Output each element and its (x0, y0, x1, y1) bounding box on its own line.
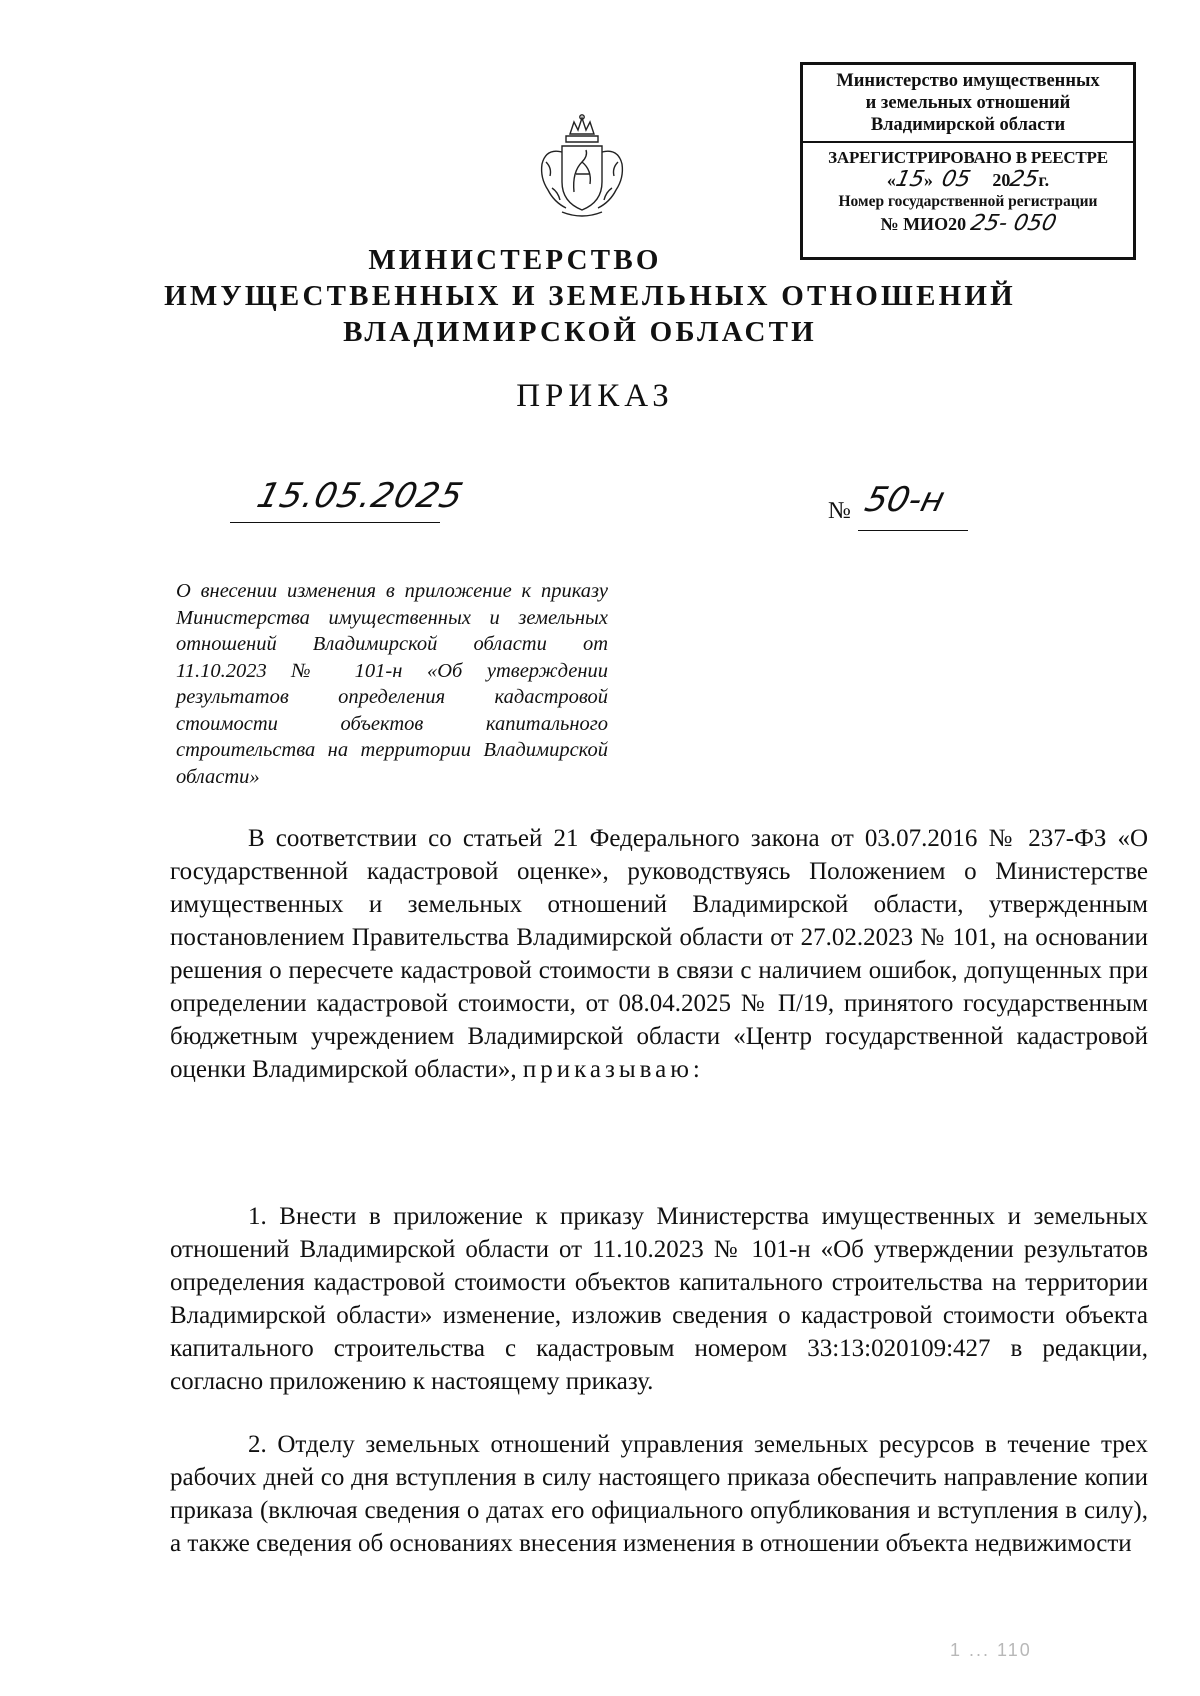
body-paragraph-2 (170, 1200, 1148, 1398)
stamp-num-suffix: 25- 050 (968, 211, 1059, 236)
body-paragraph-3 (170, 1428, 1148, 1560)
body-paragraph-1 (170, 822, 1148, 1086)
number-underline (858, 530, 968, 531)
stamp-year-prefix: 20 (992, 170, 1011, 190)
order-directive: приказываю: (522, 1056, 704, 1083)
stamp-org-line: Владимирской области (870, 115, 1066, 135)
registration-stamp (800, 62, 1136, 260)
stamp-org-line: и земельных отношений (865, 93, 1071, 113)
stamp-org-line: Министерство имущественных (836, 71, 1100, 91)
stamp-divider (803, 141, 1133, 143)
stamp-num-prefix: № МИО20 (880, 214, 967, 234)
stamp-date-day: 15 (893, 167, 927, 192)
ministry-title-line-1: МИНИСТЕРСТВО (368, 244, 662, 276)
document-type-title: ПРИКАЗ (516, 378, 674, 414)
stamp-year-suffix: 25 (1007, 167, 1042, 192)
order-number: 50-н (861, 480, 949, 520)
paragraph-text: 2. Отделу земельных отношений управления земельных ресурсов в течение трех рабочих дней со дня вступления в силу настоящего приказа обеспечить направление копии приказа (включая сведения о датах его официального опубликования и вступления в силу), а также сведения об основаниях внесения изменения в отношении объекта недвижимости (170, 1431, 1148, 1557)
order-number-label: № (828, 498, 851, 524)
paragraph-text: 1. Внести в приложение к приказу Министерства имущественных и земельных отношений Владимирской области от 11.10.2023 № 101-н «Об утверждении результатов определения кадастровой стоимости объектов капитального строительства на территории Владимирской области» изменение, изложив сведения о кадастровой стоимости объекта капитального строительства с кадастровым номером 33:13:020109:427 в редакции, согласно приложению к настоящему приказу. (170, 1203, 1148, 1395)
order-date: 15.05.2025 (253, 476, 468, 516)
page-footer-mark: 1 ... 110 (950, 1640, 1032, 1660)
stamp-date: «15» 05 2025г. (886, 167, 1050, 192)
stamp-reg-number-label: Номер государственной регистрации (838, 193, 1098, 210)
stamp-registered-label: ЗАРЕГИСТРИРОВАНО В РЕЕСТРЕ (828, 148, 1108, 167)
order-subject: О внесении изменения в приложение к приказу Министерства имущественных и земельных отношений Владимирской области от 11.10.2023 № 101-н «Об утверждении результатов определения кадастровой стоимости объектов капитального строительства на территории Владимирской области» (176, 580, 608, 788)
stamp-date-month: 05 (939, 167, 973, 192)
date-underline (230, 522, 440, 523)
paragraph-text: В соответствии со статьей 21 Федерального закона от 03.07.2016 № 237-ФЗ «О государственной кадастровой оценке», руководствуясь Положением о Министерстве имущественных и земельных отношений Владимирской области, утвержденным постановлением Правительства Владимирской области от 27.02.2023 № 101, на основании решения о пересчете кадастровой стоимости в связи с наличием ошибок, допущенных при определении кадастровой стоимости, от 08.04.2025 № П/19, принятого государственным бюджетным учреждением Владимирской области «Центр государственной кадастровой оценки Владимирской области», (170, 825, 1148, 1083)
ministry-title-line-2: ИМУЩЕСТВЕННЫХ И ЗЕМЕЛЬНЫХ ОТНОШЕНИЙ (164, 280, 1016, 312)
stamp-reg-number (803, 212, 1133, 236)
stamp-year-unit: г. (1038, 170, 1050, 190)
ministry-title-line-3: ВЛАДИМИРСКОЙ ОБЛАСТИ (343, 316, 817, 348)
stamp-organization (803, 65, 1133, 136)
coat-of-arms-icon (532, 112, 632, 224)
